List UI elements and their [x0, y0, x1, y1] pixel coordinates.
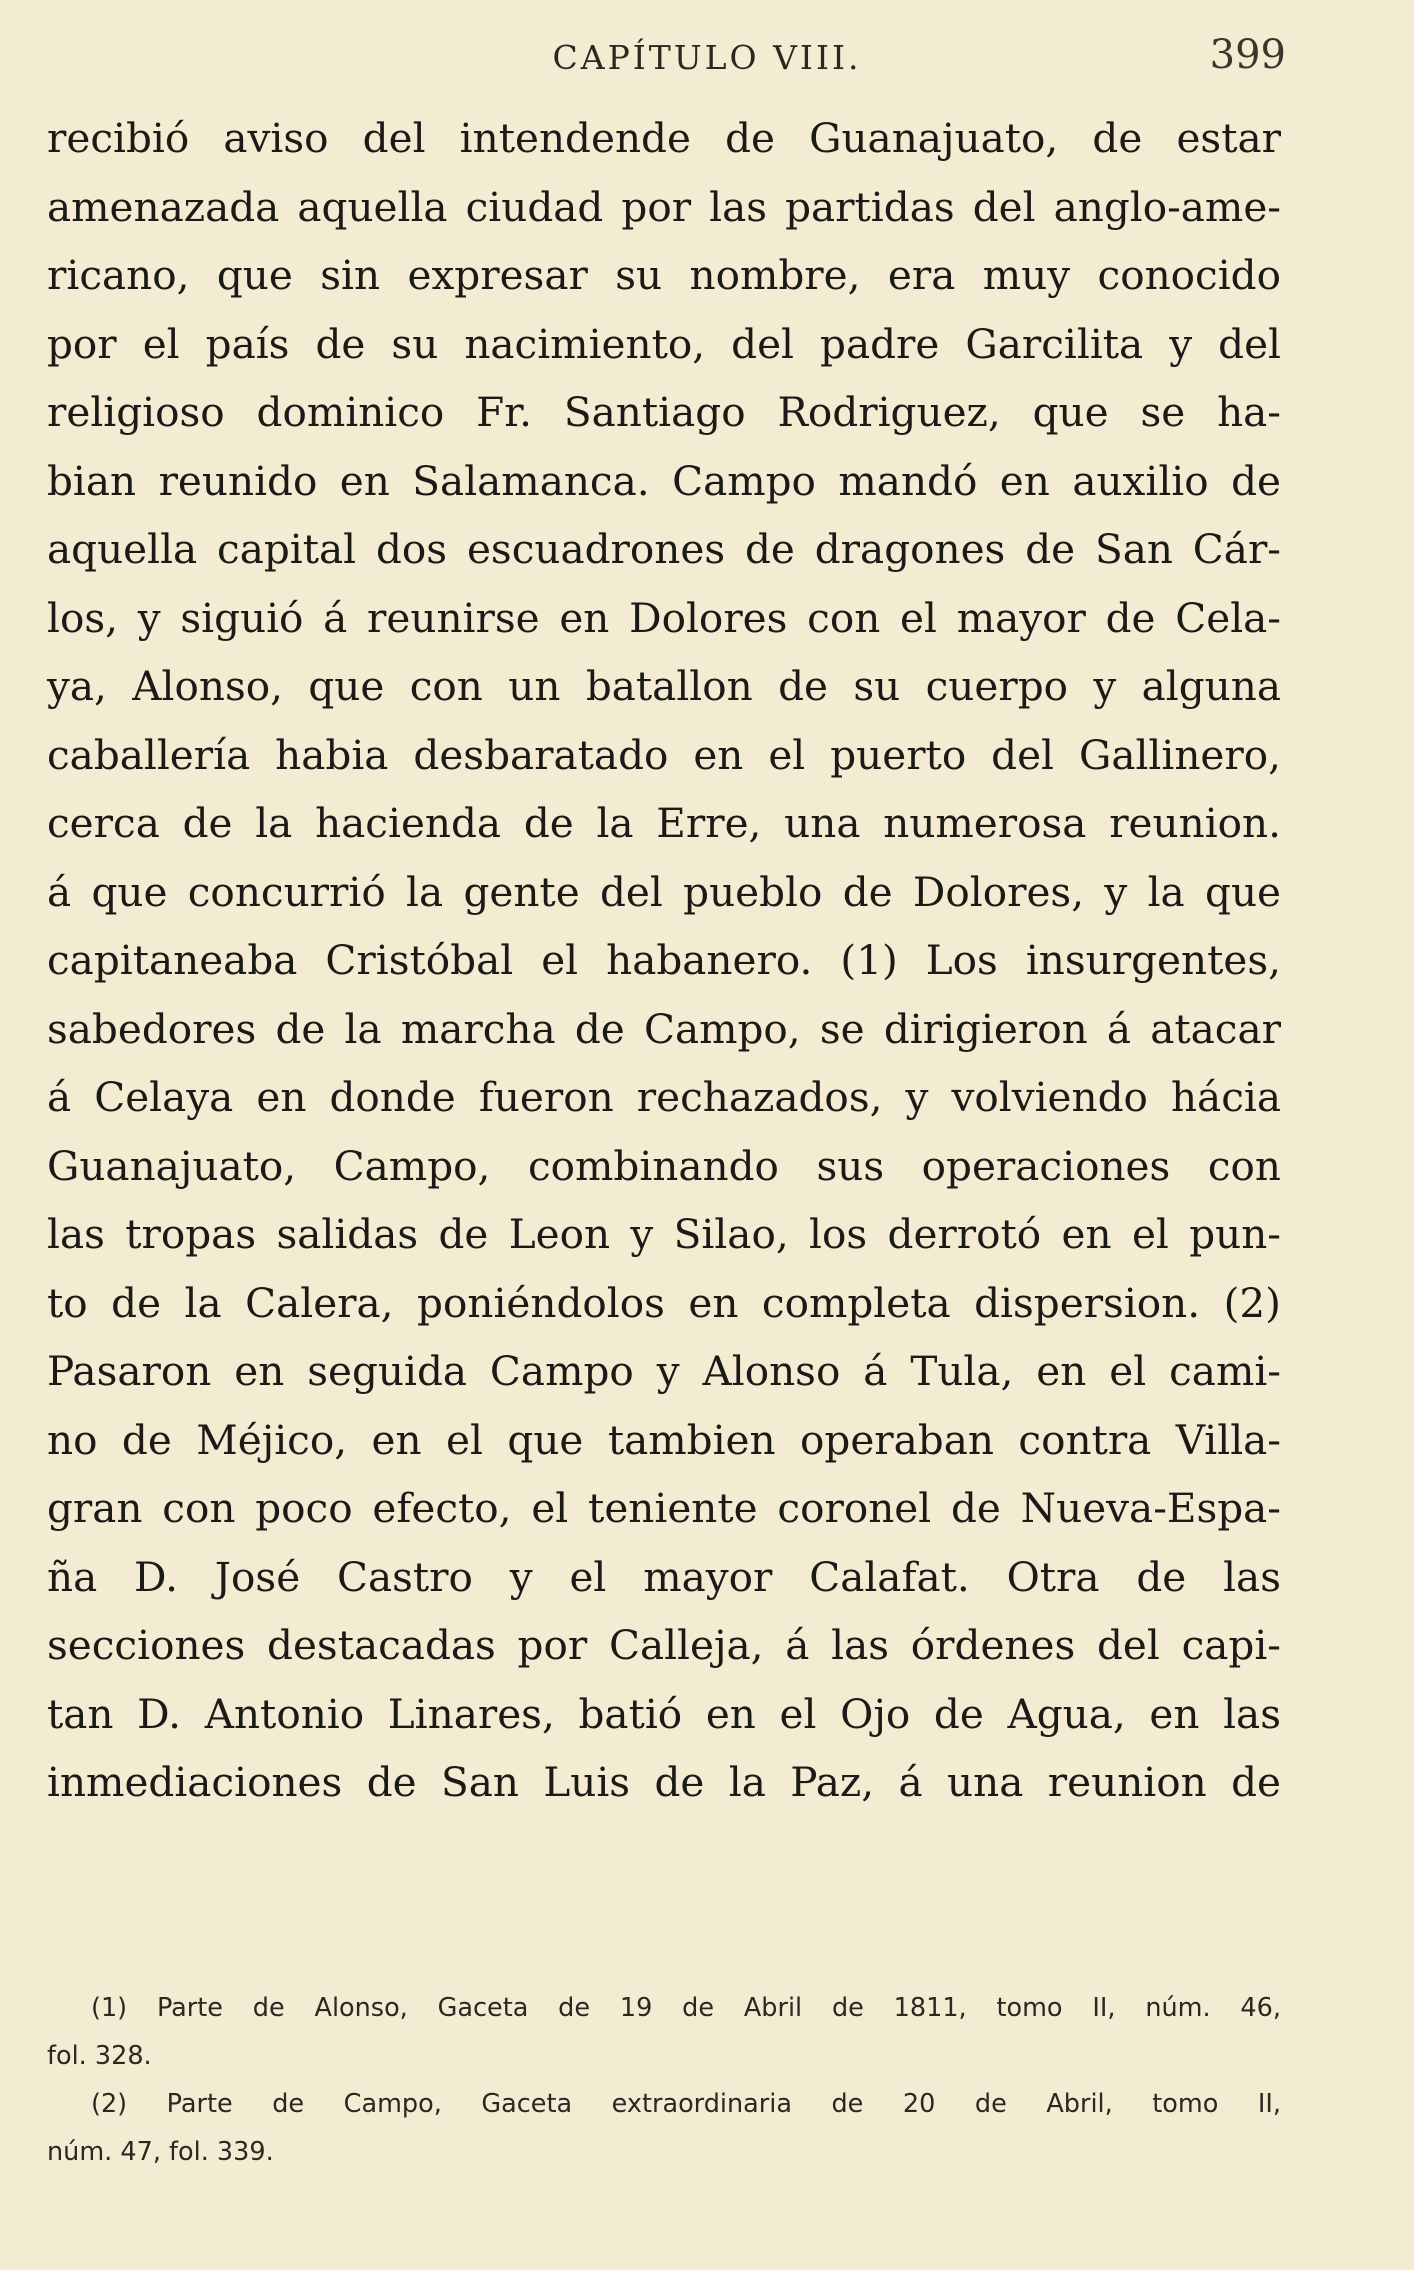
text-line: tan D. Antonio Linares, batió en el Ojo de Agua, en las — [47, 1689, 1281, 1738]
footnote-1-continuation: fol. 328. — [47, 2041, 152, 2071]
text-line: gran con poco efecto, el teniente coronel de Nueva-Espa- — [47, 1484, 1281, 1532]
footnotes — [47, 1984, 1281, 2176]
text-line: por el país de su nacimiento, del padre Garcilita y del — [47, 319, 1281, 368]
text-line: á que concurrió la gente del pueblo de Dolores, y la que — [47, 867, 1281, 916]
text-line: sabedores de la marcha de Campo, se dirigieron á atacar — [47, 1004, 1281, 1053]
text-line: Pasaron en seguida Campo y Alonso á Tula, en el cami- — [47, 1347, 1281, 1395]
footnote-1: (1) Parte de Alonso, Gaceta de 19 de Abril de 1811, tomo II, núm. 46, — [91, 1993, 1281, 2023]
text-line: amenazada aquella ciudad por las partidas del anglo-ame- — [47, 182, 1281, 231]
text-line: á Celaya en donde fueron rechazados, y volviendo hácia — [47, 1073, 1281, 1121]
text-line: inmediaciones de San Luis de la Paz, á una reunion de — [47, 1758, 1281, 1806]
text-line: bian reunido en Salamanca. Campo mandó en auxilio de — [47, 456, 1281, 505]
text-line: ya, Alonso, que con un batallon de su cuerpo y alguna — [47, 662, 1281, 710]
text-line: caballería habia desbaratado en el puerto del Gallinero, — [47, 730, 1281, 779]
text-line: secciones destacadas por Calleja, á las órdenes del capi- — [47, 1621, 1281, 1669]
page-number: 399 — [1209, 32, 1286, 78]
body-text — [47, 104, 1281, 1817]
text-line: cerca de la hacienda de la Erre, una numerosa reunion. — [47, 799, 1281, 847]
text-line: Guanajuato, Campo, combinando sus operaciones con — [47, 1141, 1281, 1190]
footnote-2: (2) Parte de Campo, Gaceta extraordinaria de 20 de Abril, tomo II, — [91, 2089, 1281, 2119]
footnote-2-continuation: núm. 47, fol. 339. — [47, 2137, 274, 2167]
text-line: to de la Calera, poniéndolos en completa dispersion. (2) — [47, 1278, 1281, 1327]
text-line: ricano, que sin expresar su nombre, era muy conocido — [47, 251, 1281, 299]
text-line: ña D. José Castro y el mayor Calafat. Otra de las — [47, 1552, 1281, 1601]
running-head: CAPÍTULO VIII. — [552, 38, 862, 77]
page-header — [0, 32, 1414, 82]
text-line: recibió aviso del intendende de Guanajuato, de estar — [47, 114, 1281, 162]
text-line: capitaneaba Cristóbal el habanero. (1) Los insurgentes, — [47, 936, 1281, 984]
text-line: aquella capital dos escuadrones de dragones de San Cár- — [47, 525, 1281, 573]
text-line: las tropas salidas de Leon y Silao, los derrotó en el pun- — [47, 1210, 1281, 1258]
text-line: los, y siguió á reunirse en Dolores con el mayor de Cela- — [47, 593, 1281, 642]
text-line: religioso dominico Fr. Santiago Rodriguez, que se ha- — [47, 388, 1281, 436]
text-line: no de Méjico, en el que tambien operaban contra Villa- — [47, 1415, 1281, 1464]
